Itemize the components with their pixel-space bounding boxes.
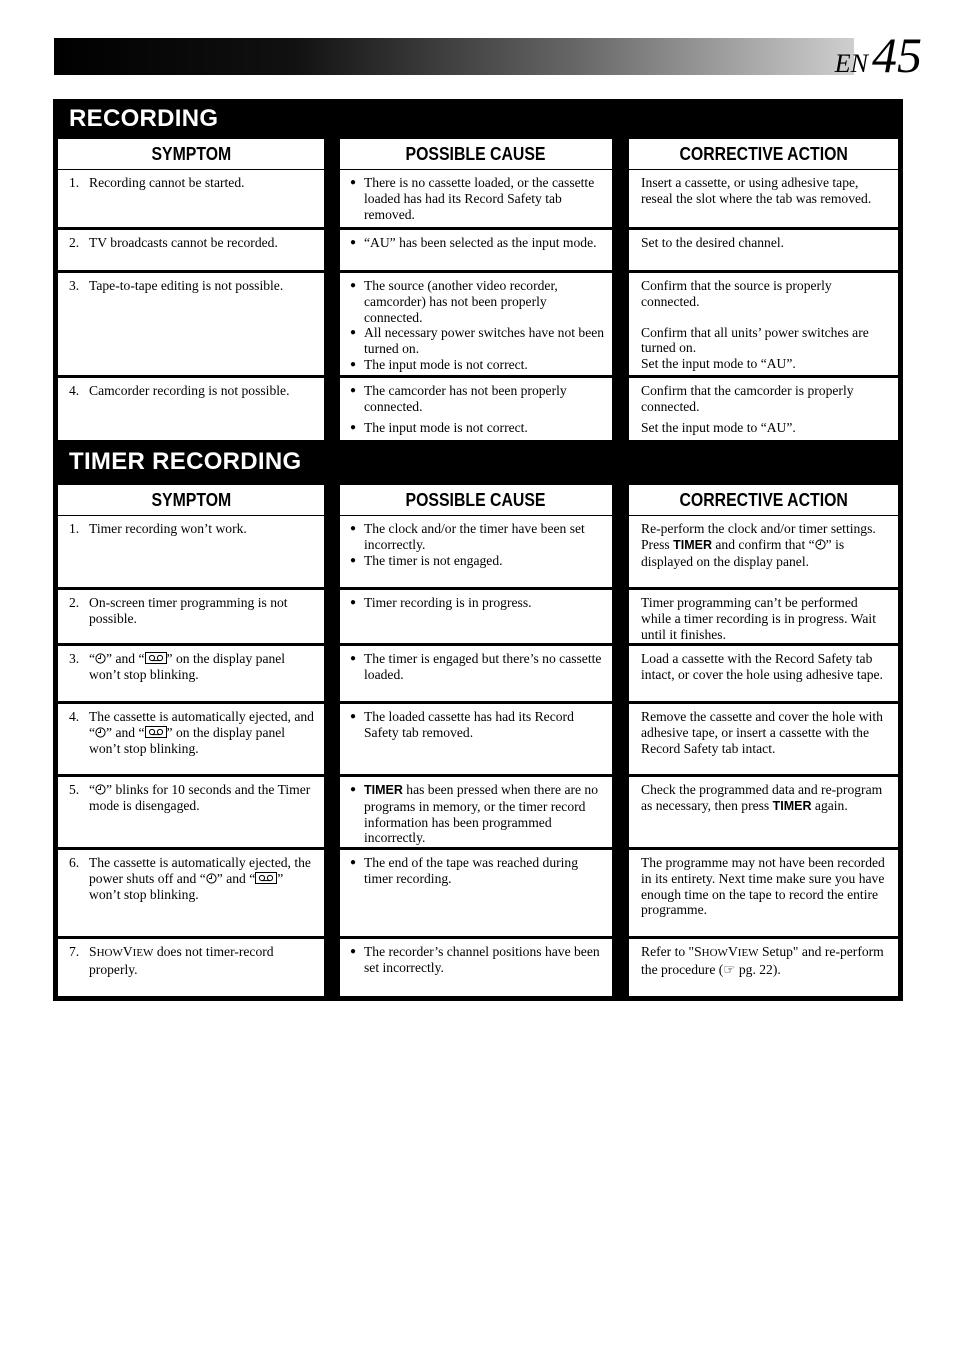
- corrective-action-cell: Timer programming can’t be performed while a timer recording is in progress. Wait until it finishes.: [629, 590, 898, 643]
- col-header-corrective-action: CORRECTIVE ACTION: [629, 139, 898, 169]
- section-title-recording: RECORDING: [69, 105, 219, 132]
- table-row: 1. Recording cannot be started.: [58, 170, 324, 227]
- corrective-action-cell: Refer to "SHOWVIEW Setup" and re-perform the procedure (☞ pg. 22).: [629, 939, 898, 996]
- possible-cause-cell: ● The recorder’s channel positions have been set incorrectly.: [340, 939, 612, 996]
- corrective-action-cell: Check the programmed data and re-program as necessary, then press TIMER again.: [629, 777, 898, 847]
- language-code: EN: [834, 49, 868, 78]
- col-header-possible-cause: POSSIBLE CAUSE: [340, 139, 612, 169]
- possible-cause-cell: ● Timer recording is in progress.: [340, 590, 612, 643]
- possible-cause-cell: ● The clock and/or the timer have been set incorrectly. ● The timer is not engaged.: [340, 516, 612, 587]
- table-row: 7. SHOWVIEW does not timer-record properly.: [58, 939, 324, 996]
- page-label: [835, 26, 922, 84]
- timer-recording-section: [53, 443, 903, 1001]
- corrective-action-cell: Confirm that the source is properly connected. Confirm that all units’ power switches are turned on. Set the input mode to “AU”.: [629, 273, 898, 375]
- header-gradient-bar: [54, 38, 854, 75]
- possible-cause-cell: ● There is no cassette loaded, or the cassette loaded has had its Record Safety tab removed.: [340, 170, 612, 227]
- cassette-icon: [145, 652, 167, 664]
- col-header-symptom: SYMPTOM: [58, 485, 324, 515]
- section-title-timer-recording: TIMER RECORDING: [69, 448, 302, 475]
- possible-cause-cell: ● The end of the tape was reached during timer recording.: [340, 850, 612, 936]
- col-header-symptom: SYMPTOM: [58, 139, 324, 169]
- corrective-action-cell: Set to the desired channel.: [629, 230, 898, 270]
- clock-icon: [95, 653, 106, 664]
- possible-cause-cell: ● TIMER has been pressed when there are no programs in memory, or the timer record information has been programmed incorrectly.: [340, 777, 612, 847]
- col-header-corrective-action: CORRECTIVE ACTION: [629, 485, 898, 515]
- corrective-action-cell: Load a cassette with the Record Safety tab intact, or cover the hole using adhesive tape.: [629, 646, 898, 701]
- corrective-action-cell: Re-perform the clock and/or timer settings. Press TIMER and confirm that “ ” is displayed on the display panel.: [629, 516, 898, 587]
- recording-section: [53, 99, 903, 444]
- table-row: 4. The cassette is automatically ejected, and “ ” and “ ” on the display panel won’t stop blinking.: [58, 704, 324, 774]
- cassette-icon: [255, 872, 277, 884]
- table-row: 1. Timer recording won’t work.: [58, 516, 324, 587]
- table-row: 2. TV broadcasts cannot be recorded.: [58, 230, 324, 270]
- table-row: 4. Camcorder recording is not possible.: [58, 378, 324, 440]
- corrective-action-cell: Insert a cassette, or using adhesive tape, reseal the slot where the tab was removed.: [629, 170, 898, 227]
- corrective-action-cell: Confirm that the camcorder is properly connected. Set the input mode to “AU”.: [629, 378, 898, 440]
- table-row: 2. On-screen timer programming is not possible.: [58, 590, 324, 643]
- table-row: 3. “ ” and “ ” on the display panel won’t stop blinking.: [58, 646, 324, 701]
- clock-icon: [815, 539, 826, 550]
- corrective-action-cell: The programme may not have been recorded in its entirety. Next time make sure you have enough time on the tape to record the entire programme.: [629, 850, 898, 936]
- table-row: 6. The cassette is automatically ejected, the power shuts off and “ ” and “ ” won’t stop blinking.: [58, 850, 324, 936]
- clock-icon: [95, 727, 106, 738]
- table-row: 5. “ ” blinks for 10 seconds and the Timer mode is disengaged.: [58, 777, 324, 847]
- possible-cause-cell: ● The camcorder has not been properly connected. ● The input mode is not correct.: [340, 378, 612, 440]
- possible-cause-cell: ● “AU” has been selected as the input mode.: [340, 230, 612, 270]
- table-row: 3. Tape-to-tape editing is not possible.: [58, 273, 324, 375]
- col-header-possible-cause: POSSIBLE CAUSE: [340, 485, 612, 515]
- cassette-icon: [145, 726, 167, 738]
- possible-cause-cell: ● The timer is engaged but there’s no cassette loaded.: [340, 646, 612, 701]
- clock-icon: [206, 873, 217, 884]
- possible-cause-cell: ● The loaded cassette has had its Record Safety tab removed.: [340, 704, 612, 774]
- clock-icon: [95, 784, 106, 795]
- page-number: 45: [872, 27, 922, 83]
- corrective-action-cell: Remove the cassette and cover the hole with adhesive tape, or insert a cassette with the Record Safety tab intact.: [629, 704, 898, 774]
- possible-cause-cell: ● The source (another video recorder, camcorder) has not been properly connected. ● All necessary power switches have not been turned on. ● The input mode is not correct.: [340, 273, 612, 375]
